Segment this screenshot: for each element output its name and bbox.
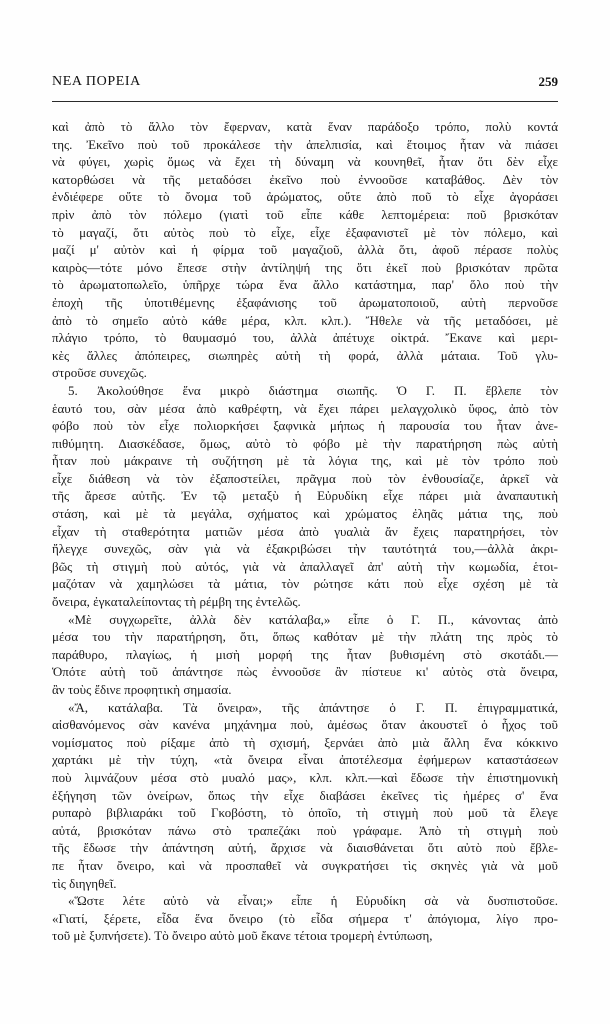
text-line: τὸ ἀρωματοπωλεῖο, ὑπῆρχε τώρα ἕνα ἄλλο κατάστημα, παρ' ὅλο ποὺ τὴν (52, 277, 558, 293)
text-line: ἀπὸ τὸ σημεῖο αὐτὸ κάθε μέρα, κλπ. κλπ.). Ἤθελε νὰ τῆς μεταδόσει, μὲ (52, 312, 558, 328)
text-line: 5. Ἀκολούθησε ἕνα μικρὸ διάστημα σιωπῆς. Ὁ Γ. Π. ἔβλεπε τὸν (68, 382, 558, 398)
text-line: μαζί μ' αὐτὸν καὶ ἡ φίρμα τοῦ μαγαζιοῦ, ἀλλὰ ὅτι, ἀφοῦ πέρασε πολὺς (52, 242, 558, 258)
header-rule (52, 101, 558, 102)
text-line: φόβο ποὺ τὸν εἶχε πολιορκήσει ξαφνικὰ μήπως ἡ παρουσία του ἦταν ἀνε- (52, 418, 558, 434)
text-line: αἰσθανόμενος σὰν κανένα μηχάνημα ποὺ, ἀμέσως ὅταν ἀκουστεῖ ὁ ἦχος τοῦ (52, 717, 558, 733)
text-line: της. Ἐκεῖνο ποὺ τοῦ προκάλεσε τὴν ἀπελπισία, καὶ ἕτοιμος ἦταν νὰ πιάσει (52, 136, 558, 152)
body-text (52, 118, 558, 945)
text-line: ἤλεγχε συνεχῶς, σὰν γιὰ νὰ ἐξακριβώσει τὴν ταυτότητά του,—ἀλλὰ ἀκρι- (52, 541, 558, 557)
page-number: 259 (538, 74, 558, 89)
text-line: τὸ μαγαζί, ὅτι αὐτὸς ποὺ τὸ εἶχε, εἶχε ἐξαφανιστεῖ μὲ τὸν πόλεμο, καὶ (52, 224, 558, 240)
text-line: εἶχε διάθεση νὰ τὸν ἐξαποστείλει, πρᾶγμα ποὺ τὸν ἐνθουσίαζε, ἀρκεῖ νὰ (52, 470, 558, 486)
text-line: πε ἦταν ὄνειρο, καὶ νὰ προσπαθεῖ νὰ συγκρατήσει τὶς σκηνὲς γιὰ νὰ μοῦ (52, 857, 558, 873)
text-line: νὰ φύγει, χωρὶς ὅμως νὰ ἔχει τὴ δύναμη νὰ κουνηθεῖ, ἦταν ὅτι δὲν εἶχε (52, 154, 558, 170)
text-line: «Ὥστε λέτε αὐτὸ νὰ εἶναι;» εἶπε ἡ Εὐρυδίκη σὰ νὰ δυσπιστοῦσε. (68, 893, 558, 909)
text-line: κατορθώσει νὰ τῆς μεταδόσει ἐκεῖνο ποὺ ἐννοοῦσε καταβάθος. Δὲν τὸν (52, 171, 558, 187)
text-line: κὲς ἄλλες ἀπόπειρες, σιωπηρὲς αὐτὴ τὴ φορά, ἀλλὰ μάταια. Τοῦ γλυ- (52, 347, 558, 363)
text-line: ἐνδιέφερε οὔτε τὸ ὄνομα τοῦ ἀρώματος, οὔτε ἀπὸ ποῦ τὸ εἶχε ἀγοράσει (52, 189, 558, 205)
text-line: τῆς ἄρεσε αὐτῆς. Ἐν τῷ μεταξὺ ἡ Εὐρυδίκη εἶχε πάρει μιὰ ἀναπαυτικὴ (52, 488, 558, 504)
running-title: ΝΕΑ ΠΟΡΕΙΑ (52, 74, 141, 89)
text-line: ὄνειρα, ἐγκαταλείποντας τὴ ρέμβη της ἐντελῶς. (52, 594, 301, 610)
text-line: καιρὸς—τότε μόνο ἔπεσε στὴν ἀντίληψή της ὅτι ἐκεῖ ποὺ βρισκόταν πρῶτα (52, 259, 558, 275)
text-line: αὐτά, βρισκόταν πάνω στὸ τραπεζάκι ποὺ γράφαμε. Ἀπὸ τὴ στιγμὴ ποὺ (52, 822, 558, 838)
text-line: τὶς διηγηθεῖ. (52, 875, 117, 891)
text-line: ἐξήγηση τῶν ὀνείρων, ὅπως τὴν εἶχε διαβάσει ἐκεῖνες τὶς ἡμέρες σ' ἕνα (52, 787, 558, 803)
text-line: χαρτάκι μὲ τὴν τύχη, «τὰ ὄνειρα εἶναι ἀποτέλεσμα ἐφήμερων καταστάσεων (52, 752, 558, 768)
text-line: Ὁπότε αὐτὴ τοῦ ἀπάντησε πὼς ἐννοοῦσε ἂν πίστευε κι' αὐτὸς στὰ ὄνειρα, (52, 664, 558, 680)
text-line: πιθύμητη. Διασκέδασε, ὅμως, αὐτὸ τὸ φόβο μὲ τὴν παρατήρηση πὼς αὐτὴ (52, 435, 558, 451)
text-line: στάση, καὶ μὲ τὰ μεγάλα, σχήματος καὶ χρώματος ἐληᾶς μάτια της, ποὺ (52, 506, 558, 522)
text-line: ἦταν ποὺ μάκραινε τὴ συζήτηση μὲ τὰ λόγια της, καὶ μὲ τὸν τρόπο ποὺ (52, 453, 558, 469)
text-line: «Ἄ, κατάλαβα. Τὰ ὄνειρα», τῆς ἀπάντησε ὁ Γ. Π. ἐπιγραμματικά, (68, 699, 558, 715)
text-line: ἐποχὴ τῆς ὑποτιθέμενης ἐξαφάνισης τοῦ ἀρωματοποιοῦ, αὐτὴ περνοῦσε (52, 294, 558, 310)
text-line: ποὺ λιμνάζουν μέσα στὸ μυαλό μας», κλπ. κλπ.—καὶ ἔδωσε τὴν ἐπιστημονικὴ (52, 769, 558, 785)
text-line: καὶ ἀπὸ τὸ ἄλλο τὸν ἔφερναν, κατὰ ἕναν παράδοξο τρόπο, πολὺ κοντά (52, 119, 558, 134)
text-line: ρυπαρὸ βιβλιαράκι τοῦ Γκοβόστη, τὸ ὁποῖο, τὴ στιγμὴ ποὺ μοῦ τὰ ἔλεγε (52, 805, 558, 821)
running-header (52, 74, 558, 94)
text-line: στροῦσε συνεχῶς. (52, 365, 147, 381)
text-line: πλάγιο τρόπο, τὸ θαυμασμό του, ἀλλὰ ἀπέτυχε οἰκτρά. Ἔκανε καὶ μερι- (52, 330, 558, 346)
text-line: μαζόταν νὰ χαμηλώσει τὰ μάτια, τὸν ρώτησε κάτι ποὺ εἶχε σχέση μὲ τὰ (52, 576, 558, 592)
text-line: «Γιατί, ξέρετε, εἶδα ἕνα ὄνειρο (τὸ εἶδα σήμερα τ' ἀπόγιομα, λίγο προ- (52, 910, 558, 926)
text-line: τῆς ἔδωσε τὴν ἀπάντηση αὐτή, ἄρχισε νὰ διαισθάνεται ὅτι αὐτὸ ποὺ ἔβλε- (52, 840, 558, 856)
text-line: ἂν τοὺς ἔδινε προφητικὴ σημασία. (52, 682, 232, 697)
text-line: παράθυρο, πλαγίως, ἡ μισὴ μορφή της ἦταν βυθισμένη στὸ σκοτάδι.— (52, 646, 558, 662)
text-line: βῶς τὴ στιγμὴ ποὺ αὐτός, γιὰ νὰ ἀπαλλαγεῖ ἀπ' αὐτὴ τὴν κωμωδία, ἑτοι- (52, 558, 558, 574)
text-line: πρὶν ἀπὸ τὸν πόλεμο (γιατὶ τοῦ εἶπε κάθε λεπτομέρεια: ποῦ βρισκόταν (52, 206, 558, 222)
text-line: νομίσματος ποὺ ρίξαμε ἀπὸ τὴ σχισμή, ξερνάει ἀπὸ μιὰ ἄλλη ἕνα κόκκινο (52, 734, 558, 750)
text-line: εἶχαν τὴ σταθερότητα ματιῶν μέσα ἀπὸ γυαλιὰ ἄν ἔχεις παρατηρήσει, τὸν (52, 523, 558, 539)
text-line: μέσα του τὴν παρατήρηση, ὅτι, ὅπως καθόταν μὲ τὴν πλάτη της πρὸς τὸ (52, 629, 558, 645)
text-line: τοῦ μὲ ξυπνήσετε). Τὸ ὄνειρο αὐτὸ μοῦ ἔκανε τέτοια τρομερὴ ἐντύπωση, (52, 928, 433, 944)
text-line: «Μὲ συγχωρεῖτε, ἀλλὰ δὲν κατάλαβα,» εἶπε ὁ Γ. Π., κάνοντας ἀπὸ (68, 611, 558, 627)
text-line: ἑαυτό του, σὰν μέσα ἀπὸ καθρέφτη, νὰ ἔχει πάρει μελαγχολικὸ ὕφος, ἀπὸ τὸν (52, 400, 558, 416)
